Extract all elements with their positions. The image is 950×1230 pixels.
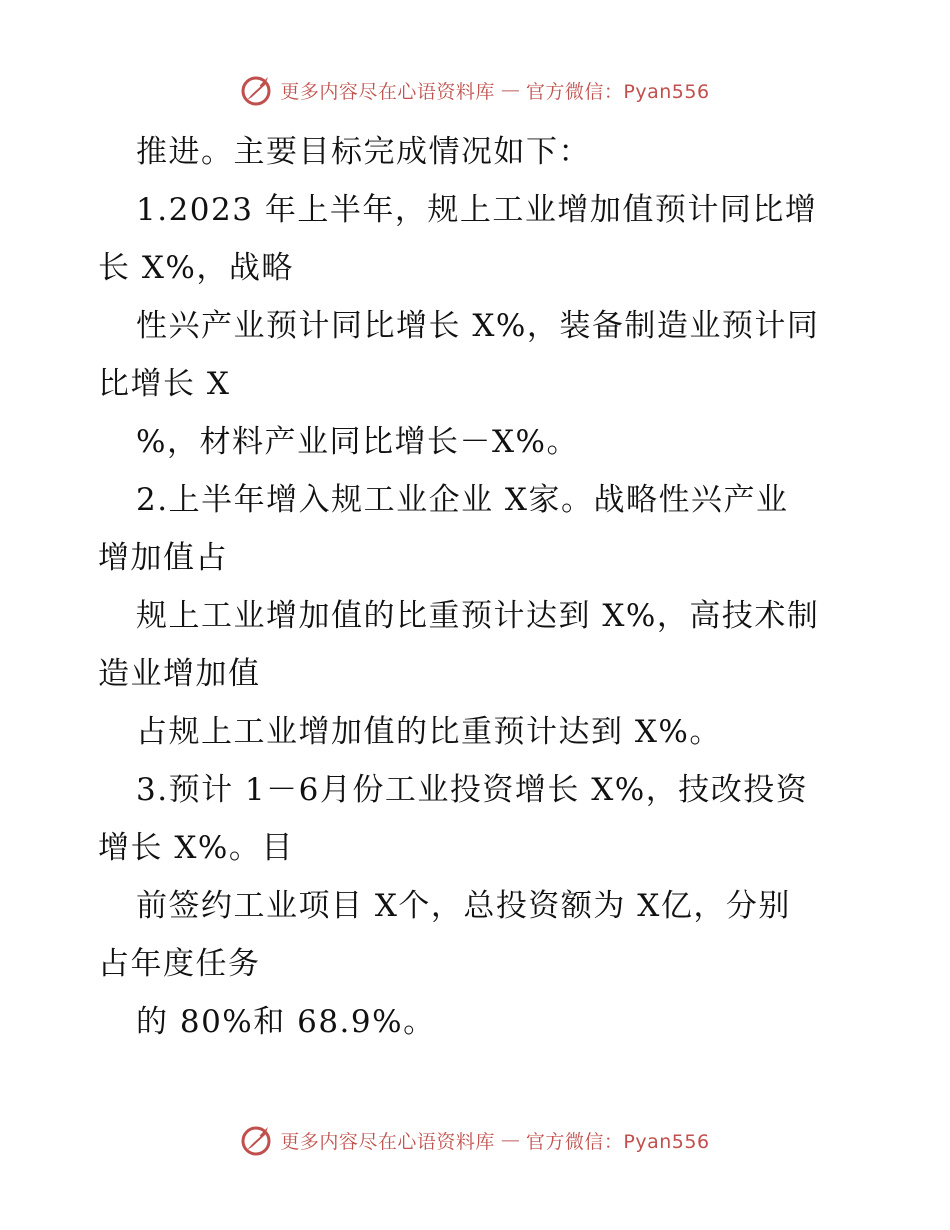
document-line: 比增长 X [98, 366, 231, 402]
document-line: 增加值占 [98, 540, 228, 576]
document-line: 的 80%和 68.9%。 [136, 1004, 436, 1040]
document-line: 造业增加值 [98, 656, 261, 692]
document-line: 3.预计 1－6月份工业投资增长 X%，技改投资 [136, 772, 809, 808]
document-line: 推进。主要目标完成情况如下： [136, 134, 591, 170]
document-line: 占年度任务 [98, 946, 261, 982]
document-line: 1.2023 年上半年，规上工业增加值预计同比增 [136, 192, 818, 228]
quill-logo-icon [240, 73, 274, 107]
watermark-text: 更多内容尽在心语资料库 [280, 1130, 495, 1153]
document-line: 规上工业增加值的比重预计达到 X%，高技术制 [136, 598, 820, 634]
document-line: 占规上工业增加值的比重预计达到 X%。 [136, 714, 722, 750]
document-line: %，材料产业同比增长－X%。 [136, 424, 579, 460]
watermark-text: 更多内容尽在心语资料库 [280, 80, 495, 103]
footer-watermark [0, 1120, 950, 1160]
watermark-account: 官方微信：Pyan556 [525, 80, 710, 103]
header-watermark [0, 70, 950, 110]
document-line: 前签约工业项目 X个，总投资额为 X亿，分别 [136, 888, 791, 924]
quill-logo-icon [240, 1123, 274, 1157]
document-body [98, 123, 858, 1051]
watermark-separator: — [500, 1129, 520, 1151]
document-line: 2.上半年增入规工业企业 X家。战略性兴产业 [136, 482, 789, 518]
watermark-separator: — [500, 79, 520, 101]
document-line: 长 X%，战略 [98, 250, 294, 286]
document-line: 性兴产业预计同比增长 X%，装备制造业预计同 [136, 308, 820, 344]
document-line: 增长 X%。目 [98, 830, 294, 866]
watermark-account: 官方微信：Pyan556 [525, 1130, 710, 1153]
